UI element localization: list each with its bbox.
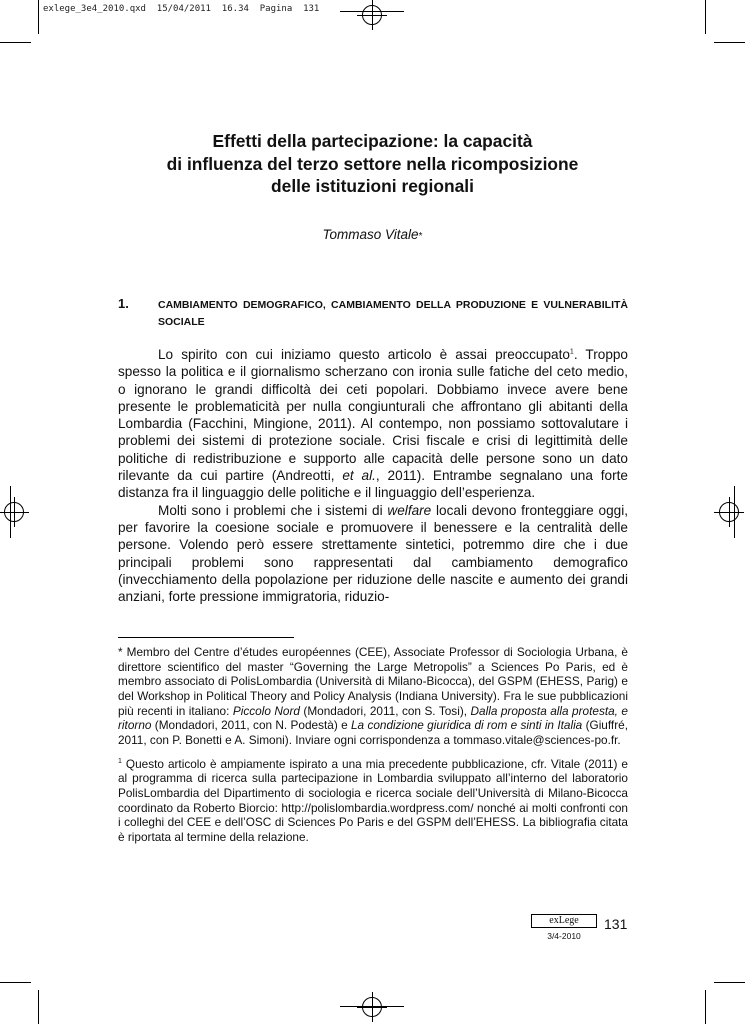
footnote-author [118,645,628,748]
footnote-1 [118,757,628,845]
section-title-text: CAMBIAMENTO DEMOGRAFICO, CAMBIAMENTO DELLA PRODUZIONE E VULNERABILITÀ SOCIALE [158,299,628,328]
author-name: Tommaso Vitale [322,227,419,242]
book-title: Dalla proposta alla protesta, e ritorno [118,703,628,733]
text-run: (Mondadori, 2011, con S. Tosi), [299,703,471,718]
book-title: La condizione giuridica di rom e sinti in Italia [350,718,583,733]
paragraph [118,502,628,606]
print-slug: exlege_3e4_2010.qxd 15/04/2011 16.34 Pagina 131 [43,4,320,14]
text-run: (Mondadori, 2011, con N. Podestà) e [151,718,351,733]
text-run: * Membro del Centre d’études européennes (CEE), Associate Professor di Sociologia Urbana, è direttore scientifico del master “Governing the Large Metropolis” a Sciences Po Paris, ed è membro associato di PolisLombardia (Università di Milano-Bicocca), del GSPM (EHESS, Parig) e del Workshop in Political Theory and Policy Analysis (Indiana University). Fra le sue pubblicazioni più recenti in italiano: [118,645,628,718]
registration-mark-icon [362,5,382,25]
section-title [158,297,628,330]
text-run: locali devono fronteggiare oggi, per favorire la coesione sociale e promuovere il benessere e la centralità delle persone. Volendo però essere strettamente sintetici, potremmo dire che i due principali problemi sono rappresentati dal cambiamento demografico (invecchiamento della popolazione per riduzione delle nascite e aumento dei grandi anziani, forte pressione immigratoria, riduzio- [118,502,628,605]
text-run-italic: et al. [342,468,376,484]
book-title: Piccolo Nord [232,703,300,718]
text-run: . Troppo spesso la politica e il giornalismo scherzano con ironia sulle fatiche del ceto medio, o ignorano le grandi difficoltà dei ceti popolari. Dobbiamo invece avere bene presente le problematicità per nulla congiunturali che affrontano gli abitanti della Lombardia (Facchini, Mingione, 2011). Al contempo, non possiamo sottovalutare i problemi dei sistemi di protezione sociale. Crisi fiscale e crisi di legittimità delle politiche di redistribuzione e supporto alle capacità delle persone sono un dato rilevante da cui partire (Andreotti, [118,347,628,484]
footnote-mark: 1 [118,757,122,765]
registration-mark-icon [4,502,24,522]
text-run: Lo spirito con cui iniziamo questo articolo è assai preoccupato [158,347,570,362]
crop-mark [705,0,706,34]
page-number: 131 [604,916,628,932]
title-line: delle istituzioni regionali [271,176,474,196]
article-title [118,130,627,198]
author [118,227,627,242]
text-run-italic: welfare [387,502,432,518]
paragraph [118,346,628,502]
text-run: , 2011). Entrambe segnalano una forte distanza fra il linguaggio delle politiche e il linguaggio dell’esperienza. [118,468,628,501]
text-run: Molti sono i problemi che i sistemi di [158,502,388,518]
crop-mark [705,990,706,1024]
section-number: 1. [118,296,129,311]
title-line: Effetti della partecipazione: la capacità [212,131,533,151]
journal-logo: exLege [531,914,597,928]
crop-mark [38,990,39,1024]
text-run: Questo articolo è ampiamente ispirato a una mia precedente pubblicazione, cfr. Vitale (2011) e al programma di ricerca sulla partecipazione in Lombardia sviluppato all’interno del laboratorio PolisLombardia del Dipartimento di sociologia e ricerca sociale dell’Università di Milano-Bicocca coordinato da Roberto Biorcio: http://polislombardia.wordpress.com/ nonché ai molti confronti con i colleghi del CEE e dell’OSC di Sciences Po Paris e del GSPM dell’EHESS. La bibliografia citata è riportata al termine della relazione. [118,756,628,844]
crop-mark [0,982,31,983]
crop-mark [38,0,39,34]
crop-mark [714,982,745,983]
crop-mark [714,42,745,43]
title-line: di influenza del terzo settore nella ricomposizione [166,153,579,174]
footnote-separator [118,637,294,638]
registration-mark-icon [362,997,382,1017]
crop-mark [0,42,31,43]
footnotes [118,645,628,854]
body-text [118,346,628,605]
author-footnote-mark: * [418,231,423,242]
registration-mark-icon [719,502,739,522]
issue-label: 3/4-2010 [547,931,581,941]
footnote-ref: 1 [569,348,574,356]
text-run: (Giuffré, 2011, con P. Bonetti e A. Simoni). Inviare ogni corrispondenza a tommaso.vitale@sciences-po.fr. [118,718,628,747]
